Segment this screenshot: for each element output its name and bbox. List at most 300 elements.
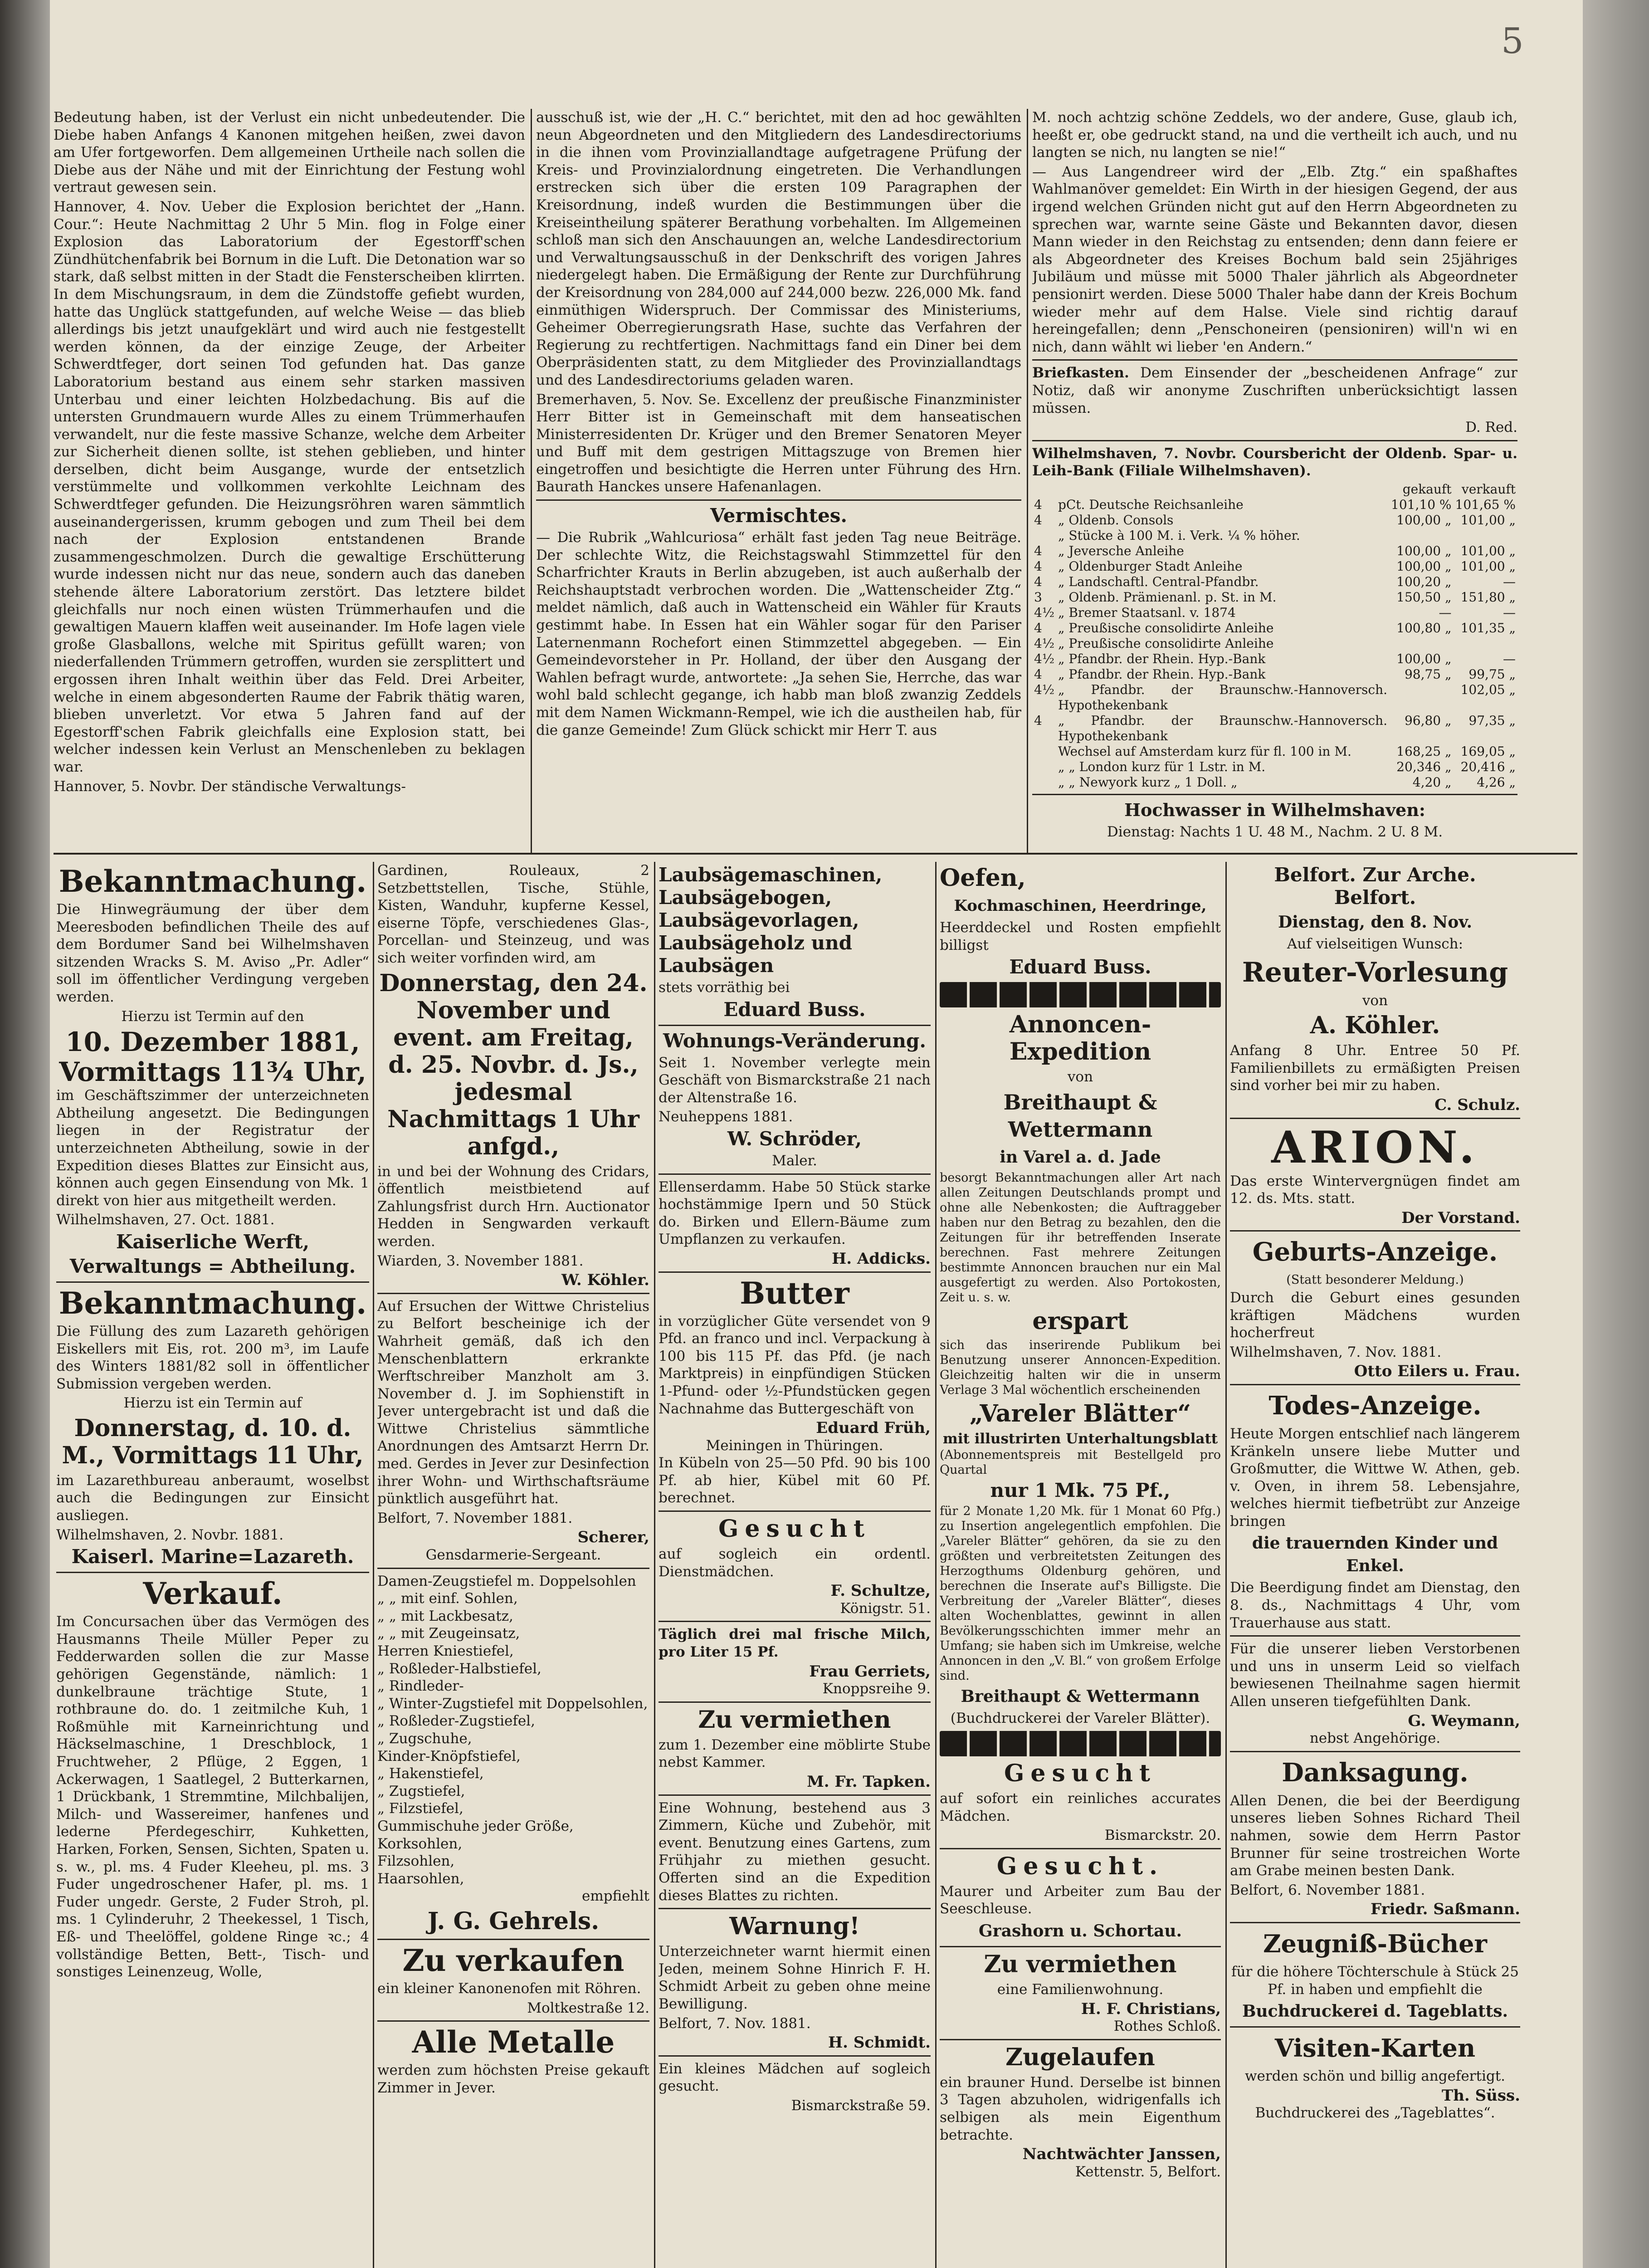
ad-text: Heute Morgen entschlief nach längerem Kränkeln unsere liebe Mutter und Großmutter, die Wittwe W. Athen, geb. v. Oven, in ihrem 58. Lebensjahre, welches hiermit tiefbetrübt zur Anzeige bringen bbox=[1230, 1425, 1520, 1530]
ad-signature: Breithaupt & Wettermann bbox=[961, 1687, 1200, 1706]
divider bbox=[377, 1568, 649, 1569]
ad-subheading: Kochmaschinen, Heerdringe, bbox=[954, 897, 1207, 915]
ad-text: in und bei der Wohnung des Cridars, öffentlich meistbietend auf Zahlungsfrist durch Hrn. Auctionator Hedden in Sengwarden verkauft werden. bbox=[377, 1163, 649, 1250]
ad-text: Die Füllung des zum Lazareth gehörigen Eiskellers mit Eis, rot. 200 m³, im Laufe des Winters 1881/82 soll in öffentlicher Submission vergeben werden. bbox=[56, 1323, 369, 1392]
ad-text: Eine Wohnung, bestehend aus 3 Zimmern, Küche und Zubehör, mit event. Benutzung eines Gartens, zum Frühjahr zu miethen gesucht. Offerten sind an die Expedition dieses Blattes zu richten. bbox=[659, 1799, 931, 1904]
ad-heading: Annoncen-Expedition bbox=[1009, 1011, 1151, 1066]
news-paragraph: Bedeutung haben, ist der Verlust ein nicht unbedeutender. Die Diebe haben Anfangs 4 Kanonen mitgehen heißen, zwei davon am Ufer fortgeworfen. Dem allgemeinen Urtheile nach sollen die Diebe aus der Nähe und mit der Einrichtung der Festung wohl vertraut gewesen sein. bbox=[54, 109, 525, 196]
ad-text: Heerddeckel und Rosten empfiehlt billigst bbox=[940, 919, 1221, 953]
ad-heading: Bekanntmachung. bbox=[59, 1285, 367, 1321]
ad-text: Auf Ersuchen der Wittwe Christelius zu Belfort bescheinige ich der Wahrheit gemäß, daß ich den Menschenblattern erkrankte Werftschreiber Manzholt am 3. November d. J. im Sophienstift in Jever untergebracht ist und daß die Wittwe Christelius sämmtliche Anordnungen des Amtsarzt Herrn Dr. med. Gerdes in Jever zur Desinfection ihrer Wohn- und Wirthschaftsräume pünktlich ausgeführt hat. bbox=[377, 1298, 649, 1507]
divider bbox=[56, 1572, 369, 1573]
ad-place: in Varel a. d. Jade bbox=[1000, 1147, 1161, 1167]
ad-signature: G. Weymann, bbox=[1408, 1711, 1520, 1730]
ad-signature: H. Schmidt. bbox=[828, 2033, 931, 2052]
hochwasser-heading: Hochwasser in Wilhelmshaven: bbox=[1124, 799, 1425, 820]
list-item: „ „ mit Lackbesatz, bbox=[377, 1608, 513, 1624]
table-header-row bbox=[1032, 482, 1517, 497]
ad-text: In Kübeln von 25—50 Pfd. 90 bis 100 Pf. ab hier, Kübel mit 60 Pf. berechnet. bbox=[659, 1455, 931, 1506]
list-item: Filzsohlen, bbox=[377, 1853, 455, 1870]
divider bbox=[659, 1025, 931, 1026]
ad-signature-title: Buchdruckerei des „Tageblattes“. bbox=[1255, 2105, 1495, 2121]
ad-date: Wilhelmshaven, 7. Nov. 1881. bbox=[1230, 1344, 1442, 1360]
ad-text: für 2 Monate 1,20 Mk. für 1 Monat 60 Pfg.) zu Insertion angelegentlich empfohlen. Die „Vareler Blätter“ gehören, da sie zu den größten und verbreitetsten Zeitungen des Herzogthums Oldenburg gehören, und berechnen die Inserate auf's Billigste. Die Verbreitung der „Vareler Blätter“, dieses alten Wochenblattes, gewinnt in allen Bevölkerungsschichten immer mehr an Umfang; sie haben sich im Umkreise, welche Annoncen in den „V. Bl.“ von großem Erfolge sind. bbox=[940, 1504, 1221, 1683]
divider bbox=[659, 1271, 931, 1273]
table-cell: — bbox=[1503, 574, 1516, 589]
briefkasten bbox=[1032, 364, 1517, 417]
ad-signature: Eduard Buss. bbox=[1009, 956, 1151, 978]
table-cell: „ Pfandbr. der Braunschw.-Hannoversch. Hypothekenbank bbox=[1058, 682, 1388, 713]
ad-address: Königstr. 51. bbox=[840, 1600, 931, 1617]
ad-name: A. Köhler. bbox=[1310, 1012, 1440, 1040]
divider bbox=[1230, 1384, 1520, 1385]
divider bbox=[1230, 1635, 1520, 1637]
news-paragraph: — Aus Langendreer wird der „Elb. Ztg.“ ein spaßhaftes Wahlmanöver gemeldet: Ein Wirth in der hiesigen Gegend, der aus irgend welchen Gründen nicht gut auf den Herrn Abgeordneten zu sprechen war, warnte seine Gäste und Bekannten davor, diesen Mann wieder in den Reichstag zu entsenden; denn dann feiere er als Abgeordneter des Kreises Bochum bald sein 25jähriges Jubiläum und müsse mit 5000 Thaler jährlich als Abgeordneter pensionirt werden. Diese 5000 Thaler habe dann der Kreis Bochum wieder mehr auf dem Halse. Viele sind richtig darauf hereingefallen; denn „Penschoneiren (pensioniren) will'n wi en nich, dann wählt wi lieber 'en Andern.“ bbox=[1032, 163, 1517, 355]
ad-text: werden schön und billig angefertigt. bbox=[1244, 2068, 1506, 2085]
table-cell: 169,05 „ bbox=[1460, 743, 1516, 759]
table-cell: — bbox=[1503, 605, 1516, 620]
table-cell: 100,00 „ bbox=[1396, 558, 1452, 574]
table-row bbox=[1032, 775, 1517, 790]
news-column-2 bbox=[536, 109, 1021, 853]
ad-signature: Grashorn u. Schortau. bbox=[978, 1921, 1182, 1941]
ad-text: empfiehlt bbox=[582, 1888, 649, 1905]
ad-text: eine Familienwohnung. bbox=[997, 1981, 1164, 1998]
ad-text: auf sofort ein reinliches accurates Mädchen. bbox=[940, 1790, 1221, 1824]
news-column-3 bbox=[1032, 109, 1517, 853]
ad-date: Wilhelmshaven, 27. Oct. 1881. bbox=[56, 1212, 275, 1228]
ad-date: Belfort, 7. November 1881. bbox=[377, 1510, 573, 1526]
ad-text: im Geschäftszimmer der unterzeichneten Abtheilung angesetzt. Die Bedingungen liegen in der Registratur der unterzeichneten Abtheilung, sowie in der Expedition dieses Blattes zur Einsicht aus, können auch gegen Einsendung von Mk. 1 direkt von hier aus mitgetheilt werden. bbox=[56, 1087, 369, 1209]
column-divider bbox=[1027, 109, 1028, 853]
list-item: „ Rindleder- bbox=[377, 1678, 464, 1695]
list-item: Haarsohlen, bbox=[377, 1870, 464, 1887]
ad-text: auf sogleich ein ordentl. Dienstmädchen. bbox=[659, 1546, 931, 1580]
ad-text: Im Concursachen über das Vermögen des Hausmanns Theile Müller Peper zu Fedderwarden sollen die zur Masse gehörigen Gegenstände, nämlich: 1 dunkelbraune trächtige Stute, 1 rothbraune do. do. 1 zeitmilche Kuh, 1 Roßmühle mit Karneinrichtung und Häckselmaschine, 1 Dreschblock, 1 Fruchtweher, 2 Pflüge, 2 Eggen, 1 Ackerwagen, 1 Saatlegel, 2 Butterkarnen, 1 Drückbank, 1 Stremmtine, Milchbalijen, Milch- und Wassereimer, hanfenes und lederne Pferdegeschirr, Kuhketten, Harken, Forken, Sensen, Sichten, Spaten u. s. w., pl. ms. 4 Fuder Kleeheu, pl. ms. 3 Fuder ungedroschener Hafer, pl. ms. 1 Fuder ungedr. Gerste, 2 Fuder Stroh, pl. ms. 1 Cylinderuhr, 2 Theekessel, 1 Tisch, Eß- und Theelöffel, goldene Ringe ꝛc.; 4 vollständige Betten, Bett-, Tisch- und sonstiges Leinenzeug, Wolle, bbox=[56, 1613, 369, 1980]
ad-text: in vorzüglicher Güte versendet von 9 Pfd. an franco und incl. Verpackung à 100 bis 115 Pf. das Pfd. (je nach Marktpreis) in einpfündigen Stücken 1-Pfund- oder ½-Pfundstücken gegen Nachnahme das Buttergeschäft von bbox=[659, 1313, 931, 1417]
ad-price: nur 1 Mk. 75 Pf., bbox=[990, 1479, 1171, 1502]
list-item: „ Winter-Zugstiefel mit Doppelsohlen, bbox=[377, 1695, 648, 1712]
table-cell: pCt. Deutsche Reichsanleihe bbox=[1058, 497, 1244, 512]
ad-signature: Nachtwächter Janssen, bbox=[1022, 2145, 1221, 2164]
ad-heading: Zu vermiethen bbox=[984, 1950, 1177, 1978]
ad-heading: Todes-Anzeige. bbox=[1268, 1390, 1482, 1421]
ad-text: Die Beerdigung findet am Dienstag, den 8. ds., Nachmittags 4 Uhr, vom Trauerhause aus statt. bbox=[1230, 1579, 1520, 1631]
table-row bbox=[1032, 759, 1517, 775]
decorative-border bbox=[940, 1731, 1221, 1756]
list-item: „ Filzstiefel, bbox=[377, 1800, 463, 1817]
ad-heading: Alle Metalle bbox=[412, 2024, 615, 2060]
ad-emphasis: erspart bbox=[1032, 1307, 1128, 1335]
ad-text: ein kleiner Kanonenofen mit Röhren. bbox=[377, 1980, 641, 1997]
ad-signature: Eduard Früh, bbox=[816, 1419, 931, 1437]
ad-text: Anfang 8 Uhr. Entree 50 Pf. Familienbillets zu ermäßigten Preisen sind vorher bei mir zu haben. bbox=[1230, 1042, 1520, 1094]
ad-text: Unterzeichneter warnt hiermit einen Jeden, meinem Sohne Hinrich F. H. Schmidt Arbeit zu geben ohne meine Bewilligung. bbox=[659, 1943, 931, 2012]
news-paragraph: Hannover, 5. Novbr. Der ständische Verwaltungs- bbox=[54, 778, 406, 795]
list-item: Damen-Zeugstiefel m. Doppelsohlen bbox=[377, 1573, 636, 1589]
list-item: „ „ mit einf. Sohlen, bbox=[377, 1590, 518, 1607]
table-cell: „ Oldenb. Prämienanl. p. St. in M. bbox=[1058, 589, 1277, 605]
table-row bbox=[1032, 513, 1517, 528]
ad-text: im Lazarethbureau anberaumt, woselbst auch die Bedingungen zur Einsicht ausliegen. bbox=[56, 1472, 369, 1524]
section-divider bbox=[54, 853, 1577, 855]
ad-date: Neuheppens 1881. bbox=[659, 1109, 793, 1125]
ad-signature-title: Maler. bbox=[772, 1152, 817, 1169]
ad-text: werden zum höchsten Preise gekauft Zimmer in Jever. bbox=[377, 2062, 649, 2096]
table-cell: 100,00 „ bbox=[1396, 543, 1452, 558]
divider bbox=[1230, 1118, 1520, 1119]
ad-heading: Zeugniß-Bücher bbox=[1263, 1929, 1487, 1958]
ad-heading: Gesucht bbox=[718, 1515, 871, 1543]
ad-column-d bbox=[940, 862, 1221, 2268]
ad-text: besorgt Bekanntmachungen aller Art nach allen Zeitungen Deutschlands prompt und ohne alle Nebenkosten; die Auftraggeber haben nur den Betrag zu bezahlen, den die Zeitungen für ihr betreffenden Inserate berechnen. Fast mehrere Zeitungen bestimmte Annoncen brauchen nur ein Mal ausgefertigt zu werden. Also Portokosten, Zeit u. s. w. bbox=[940, 1170, 1221, 1305]
table-cell: 4 bbox=[1034, 512, 1042, 528]
ad-date: Belfort, 6. November 1881. bbox=[1230, 1882, 1425, 1898]
table-cell: „ „ London kurz für 1 Lstr. in M. bbox=[1058, 759, 1266, 774]
table-row bbox=[1032, 574, 1517, 590]
table-cell: „ Oldenburger Stadt Anleihe bbox=[1058, 558, 1243, 574]
table-cell: 96,80 „ bbox=[1404, 713, 1452, 728]
table-cell bbox=[1032, 528, 1056, 543]
ad-heading: Verkauf. bbox=[143, 1576, 283, 1612]
table-row bbox=[1032, 667, 1517, 682]
ad-signature: C. Schulz. bbox=[1434, 1095, 1520, 1114]
table-row bbox=[1032, 636, 1517, 651]
ad-text: Ellenserdamm. Habe 50 Stück starke hochstämmige Ipern und 50 Stück do. Birken und Ellern-Bäume zum Umpflanzen zu verkaufen. bbox=[659, 1178, 931, 1248]
page-number: 5 bbox=[1501, 21, 1524, 62]
table-cell: 101,00 „ bbox=[1460, 512, 1516, 528]
ad-date-termin: Donnerstag, den 24. November und event. am Freitag, d. 25. Novbr. d. Js., jedesmal Nachmittags 1 Uhr anfgd., bbox=[379, 969, 648, 1160]
ad-date: Belfort, 7. Nov. 1881. bbox=[659, 2015, 811, 2032]
kurs-table bbox=[1032, 482, 1517, 790]
ad-text: für die höhere Töchterschule à Stück 25 Pf. in haben und empfiehlt die bbox=[1231, 1963, 1519, 1998]
table-header: verkauft bbox=[1461, 481, 1516, 497]
divider bbox=[377, 2020, 649, 2022]
ad-text: zum 1. Dezember eine möblirte Stube nebst Kammer. bbox=[659, 1736, 931, 1771]
ad-heading: Oefen, bbox=[940, 864, 1026, 892]
ad-signature: Otto Eilers u. Frau. bbox=[1354, 1362, 1520, 1381]
divider bbox=[940, 2039, 1221, 2040]
ad-address: Rothes Schloß. bbox=[1113, 2018, 1221, 2035]
ad-signature: Friedr. Saßmann. bbox=[1371, 1900, 1520, 1919]
table-cell: „ Stücke à 100 M. i. Verk. ¼ % höher. bbox=[1058, 528, 1300, 543]
divider bbox=[377, 1939, 649, 1940]
ad-signature: Verwaltungs = Abtheilung. bbox=[69, 1255, 356, 1277]
ad-date: Dienstag, den 8. Nov. bbox=[1278, 913, 1473, 932]
ad-address: Bismarckstr. 20. bbox=[1104, 1827, 1221, 1844]
table-cell: 101,10 % bbox=[1391, 497, 1452, 512]
ad-column-c bbox=[659, 862, 931, 2268]
table-cell: 101,35 „ bbox=[1460, 620, 1516, 635]
briefkasten-signature: D. Red. bbox=[1465, 419, 1517, 436]
ad-title: Reuter-Vorlesung bbox=[1242, 956, 1508, 988]
list-item: „ Zugschuhe, bbox=[377, 1730, 472, 1747]
table-cell: 3 bbox=[1034, 589, 1042, 605]
ad-signature: W. Schröder, bbox=[727, 1127, 862, 1150]
table-cell: 4 bbox=[1034, 558, 1042, 574]
ad-text: Täglich drei mal frische Milch, pro Liter 15 Pf. bbox=[659, 1626, 931, 1661]
ad-signature: Scherer, bbox=[577, 1528, 649, 1547]
ad-signature-title: nebst Angehörige. bbox=[1309, 1730, 1441, 1747]
table-cell: „ Bremer Staatsanl. v. 1874 bbox=[1058, 605, 1236, 620]
ad-text: Seit 1. November verlegte mein Geschäft von Bismarckstraße 21 nach der Altenstraße 16. bbox=[659, 1054, 931, 1106]
table-cell bbox=[1032, 775, 1056, 790]
table-cell: 100,80 „ bbox=[1396, 620, 1452, 635]
ad-signature: F. Schultze, bbox=[830, 1582, 931, 1600]
column-divider bbox=[654, 862, 655, 2268]
hochwasser-text: Dienstag: Nachts 1 U. 48 M., Nachm. 2 U. 8 M. bbox=[1107, 823, 1443, 840]
ad-text: Das erste Wintervergnügen findet am 12. ds. Mts. statt. bbox=[1230, 1173, 1520, 1207]
divider bbox=[1230, 1230, 1520, 1232]
section-heading: Vermischtes. bbox=[710, 504, 848, 527]
divider bbox=[1032, 794, 1517, 795]
ad-signature: die trauernden Kinder und Enkel. bbox=[1252, 1534, 1498, 1576]
list-item: Korksohlen, bbox=[377, 1835, 463, 1852]
ad-date: Wiarden, 3. November 1881. bbox=[377, 1252, 584, 1269]
table-cell: „ Pfandbr. der Braunschw.-Hannoversch. Hypothekenbank bbox=[1058, 713, 1388, 743]
divider bbox=[659, 1621, 931, 1622]
table-row bbox=[1032, 497, 1517, 513]
ad-text: sich das inserirende Publikum bei Benutzung unserer Annoncen-Expedition. Gleichzeitig halten wir die in unserm Verlage 3 Mal wöchentlich erscheinenden bbox=[940, 1338, 1221, 1397]
list-item: „ Zugstiefel, bbox=[377, 1783, 465, 1799]
divider bbox=[659, 1173, 931, 1175]
table-cell: „ Jeversche Anleihe bbox=[1058, 543, 1184, 558]
ad-signature-title: (Buchdruckerei der Vareler Blätter). bbox=[950, 1710, 1210, 1727]
divider bbox=[659, 1908, 931, 1909]
table-cell: 4,26 „ bbox=[1477, 774, 1516, 790]
ad-text: Für die unserer lieben Verstorbenen und uns in unserm Leid so vielfach bewiesenen Theilnahme sagen hiermit Allen unseren tiefgefühlten Dank. bbox=[1230, 1641, 1520, 1710]
ad-address: Knoppsreihe 9. bbox=[822, 1681, 931, 1697]
table-cell: 4,20 „ bbox=[1412, 774, 1452, 790]
table-cell: 168,25 „ bbox=[1396, 743, 1452, 759]
divider bbox=[1032, 359, 1517, 361]
table-cell: 99,75 „ bbox=[1468, 666, 1516, 682]
ad-text: ein brauner Hund. Derselbe ist binnen 3 Tagen abzuholen, widrigenfalls ich selbigen als mein Eigenthum betrachte. bbox=[940, 2074, 1221, 2143]
ad-date-termin: 10. Dezember 1881, Vormittags 11¾ Uhr, bbox=[59, 1026, 366, 1088]
ad-date: Wilhelmshaven, 2. Novbr. 1881. bbox=[56, 1526, 284, 1543]
table-row bbox=[1032, 651, 1517, 667]
ad-text: Die Hinwegräumung der über dem Meeresboden befindlichen Theile des auf dem Bordumer Sand bei Wilhelmshaven sitzenden Wracks S. M. Aviso „Pr. Adler“ soll im öffentlicher Verdingung vergeben werden. bbox=[56, 901, 369, 1005]
ad-heading: Visiten-Karten bbox=[1274, 2033, 1476, 2063]
news-paragraph: Hannover, 4. Nov. Ueber die Explosion berichtet der „Hann. Cour.“: Heute Nachmittag 2 Uhr 5 Min. flog in Folge einer Explosion das Laboratorium der Egestorff'schen Zündhütchenfabrik bei Bornum in die Luft. Die Detonation war so stark, daß selbst mitten in der Stadt die Fensterscheiben klirrten. In dem Mischungsraum, in dem die Zündstoffe gefiebt wurden, hatte das Unglück stattgefunden, auf welche Weise — das blieb allerdings bis jetzt unaufgeklärt und wird auch nie festgestellt werden können, da der einzige Zeuge, der Arbeiter Schwerdtfeger, dort seinen Tod gefunden hat. Das ganze Laboratorium bestand aus einem sehr starken massiven Unterbau und einer leichten Holzbedachung. Bis auf die untersten Grundmauern wurde Alles zu einem Trümmerhaufen verwandelt, nur die feste massive Schanze, welche dem Arbeiter zur Sicherheit dienen sollte, ist stehen geblieben, und hinter derselben, dicht beim Ausgange, wurde der entsetzlich verstümmelte und vollkommen verkohlte Leichnam des Schwerdtfeger gefunden. Die Heizungsröhren waren sämmtlich auseinandergerissen, krumm gebogen und zum Theil bei dem nach der Explosion entstandenen Brande zusammengeschmolzen. Durch die gewaltige Erschütterung wurde indessen nicht nur das neue, sondern auch das daneben stehende ältere Laboratorium zerstört. Das letztere bildet gleichfalls nur noch einen wüsten Trümmerhaufen und die gewaltigen Mauern klaffen weit auseinander. Im Hofe lagen viele große Glasballons, welche mit Spiritus gefüllt waren; von niederfallenden Trümmern getroffen, wurden sie zersplittert und ergossen ihren Inhalt weithin über das Feld. Drei Arbeiter, welche in einem abgesonderten Raume der Fabrik thätig waren, blieben unverletzt. Vor etwa 5 Jahren fand auf der Egestorff'schen Fabrik gleichfalls eine Explosion statt, bei welcher indessen kein Verlust an Menschenleben zu beklagen war. bbox=[54, 198, 525, 775]
table-cell: „ Preußische consolidirte Anleihe bbox=[1058, 635, 1274, 651]
table-cell: 150,50 „ bbox=[1396, 589, 1452, 605]
table-cell: 4 bbox=[1034, 574, 1042, 589]
ad-subheading: (Statt besonderer Meldung.) bbox=[1286, 1273, 1464, 1287]
table-cell: „ Landschaftl. Central-Pfandbr. bbox=[1058, 574, 1259, 589]
table-cell: 4 bbox=[1034, 543, 1042, 558]
divider bbox=[1032, 440, 1517, 441]
ad-text: Hierzu ist Termin auf den bbox=[121, 1008, 304, 1025]
column-divider bbox=[935, 862, 937, 2268]
table-cell: 20,346 „ bbox=[1396, 759, 1452, 774]
ad-newspaper-title: „Vareler Blätter“ bbox=[969, 1399, 1191, 1427]
ad-text: (Abonnementspreis mit Bestellgeld pro Quartal bbox=[940, 1448, 1221, 1477]
ad-heading: Gesucht bbox=[1004, 1759, 1157, 1787]
table-cell: 100,00 „ bbox=[1396, 651, 1452, 666]
ad-signature: Eduard Buss. bbox=[723, 998, 866, 1021]
ad-heading: Warnung! bbox=[729, 1912, 860, 1941]
ad-heading: Wohnungs-Veränderung. bbox=[663, 1029, 926, 1052]
table-cell: Wechsel auf Amsterdam kurz für fl. 100 in M. bbox=[1058, 743, 1351, 759]
ad-signature: H. F. Christians, bbox=[1081, 1999, 1221, 2018]
table-cell bbox=[1032, 759, 1056, 775]
table-cell: „ Oldenb. Consols bbox=[1058, 512, 1174, 528]
ad-date-termin: Donnerstag, d. 10. d. M., Vormittags 11 Uhr, bbox=[62, 1414, 364, 1469]
ad-text: Gardinen, Rouleaux, 2 Setzbettstellen, Tische, Stühle, Kisten, Wanduhr, kupferne Kessel, eiserne Töpfe, verschiedenes Glas-, Porcellan- und Steinzeug, und was sich weiter vorfinden wird, am bbox=[377, 862, 649, 966]
ad-signature: H. Addicks. bbox=[832, 1249, 931, 1268]
table-cell: „ „ Newyork kurz „ 1 Doll. „ bbox=[1058, 774, 1238, 790]
ad-address: Kettenstr. 5, Belfort. bbox=[1075, 2163, 1221, 2180]
ad-heading: Zu vermiethen bbox=[698, 1706, 891, 1734]
ad-heading: ARION. bbox=[1271, 1121, 1479, 1173]
table-row bbox=[1032, 590, 1517, 605]
table-cell bbox=[1389, 636, 1453, 651]
table-cell: 4½ bbox=[1034, 635, 1054, 651]
ad-column-e bbox=[1230, 862, 1520, 2268]
table-cell: 97,35 „ bbox=[1468, 713, 1516, 728]
list-item: Herren Kniestiefel, bbox=[377, 1643, 514, 1659]
ad-address: Moltkestraße 12. bbox=[527, 1999, 649, 2016]
table-cell: 4 bbox=[1034, 666, 1042, 682]
ad-signature: Der Vorstand. bbox=[1401, 1208, 1520, 1227]
table-cell: 151,80 „ bbox=[1460, 589, 1516, 605]
list-item: Kinder-Knöpfstiefel, bbox=[377, 1748, 521, 1765]
divider bbox=[659, 1701, 931, 1703]
table-cell: 4½ bbox=[1034, 605, 1054, 620]
briefkasten-heading: Briefkasten. bbox=[1032, 365, 1129, 381]
divider bbox=[1230, 1751, 1520, 1752]
divider bbox=[659, 1510, 931, 1512]
divider bbox=[659, 2055, 931, 2057]
table-cell: 101,00 „ bbox=[1460, 543, 1516, 558]
news-paragraph: M. noch achtzig schöne Zeddels, wo der andere, Guse, glaub ich, heeßt er, obe gedruckt stand, na und die vertheilt ich auch, und nu langten se nich, nu langten se nie!“ bbox=[1032, 109, 1517, 161]
decorative-border bbox=[940, 982, 1221, 1007]
table-cell bbox=[1454, 528, 1517, 543]
ad-firm: Breithaupt & Wettermann bbox=[1003, 1090, 1157, 1142]
ad-signature: Kaiserl. Marine=Lazareth. bbox=[71, 1545, 354, 1568]
ad-heading: Gesucht. bbox=[996, 1852, 1164, 1880]
table-cell: 102,05 „ bbox=[1460, 682, 1516, 697]
table-cell: 101,00 „ bbox=[1460, 558, 1516, 574]
briefkasten-text: Dem Einsender der „bescheidenen Anfrage“ zur Notiz, daß wir anonyme Zuschriften unberücksichtigt lassen müssen. bbox=[1032, 365, 1517, 416]
table-cell: — bbox=[1503, 651, 1516, 666]
ad-signature: W. Köhler. bbox=[561, 1271, 649, 1290]
divider bbox=[659, 1794, 931, 1796]
list-item: „ Hakenstiefel, bbox=[377, 1765, 484, 1782]
table-row bbox=[1032, 528, 1517, 543]
column-divider bbox=[1225, 862, 1227, 2268]
ad-signature-title: Gensdarmerie-Sergeant. bbox=[425, 1547, 601, 1564]
ad-address: Bismarckstraße 59. bbox=[791, 2097, 931, 2114]
table-cell: 4½ bbox=[1034, 651, 1054, 666]
table-cell: 4 bbox=[1034, 620, 1042, 635]
ad-text: Ein kleines Mädchen auf sogleich gesucht. bbox=[659, 2060, 931, 2095]
table-cell bbox=[1389, 682, 1453, 713]
ad-heading: Zu verkaufen bbox=[402, 1942, 624, 1978]
table-cell bbox=[1454, 636, 1517, 651]
ad-heading: Geburts-Anzeige. bbox=[1252, 1237, 1498, 1267]
divider bbox=[377, 1293, 649, 1294]
column-divider bbox=[531, 109, 532, 853]
ad-heading: Zugelaufen bbox=[1005, 2043, 1155, 2071]
news-paragraph: Bremerhaven, 5. Nov. Se. Excellenz der preußische Finanzminister Herr Bitter ist in Gemeinschaft mit dem hanseatischen Ministerresidenten Dr. Krüger und den Bremer Senatoren Meyer und Buff mit dem gestrigen Mittagszuge von Bremen hier eingetroffen und besichtigte die Herren unter Führung des Hrn. Baurath Hanckes unsere Hafenanlagen. bbox=[536, 391, 1021, 495]
ad-signature: Frau Gerriets, bbox=[809, 1662, 931, 1681]
list-item: „ „ mit Zeugeinsatz, bbox=[377, 1625, 520, 1642]
divider bbox=[940, 1848, 1221, 1849]
ad-text: Auf vielseitigen Wunsch: bbox=[1287, 936, 1464, 952]
divider bbox=[1230, 1922, 1520, 1923]
table-cell: 101,65 % bbox=[1455, 497, 1516, 512]
ad-text: Maurer und Arbeiter zum Bau der Seeschleuse. bbox=[940, 1883, 1221, 1917]
table-cell: 20,416 „ bbox=[1460, 759, 1516, 774]
table-cell: „ Pfandbr. der Rhein. Hyp.-Bank bbox=[1058, 666, 1266, 682]
ad-place: Meiningen in Thüringen. bbox=[706, 1437, 883, 1454]
table-cell: „ Preußische consolidirte Anleihe bbox=[1058, 620, 1274, 635]
table-cell bbox=[1389, 528, 1453, 543]
ad-signature: M. Fr. Tapken. bbox=[807, 1773, 931, 1791]
table-cell: „ Pfandbr. der Rhein. Hyp.-Bank bbox=[1058, 651, 1266, 666]
table-cell: 100,00 „ bbox=[1396, 512, 1452, 528]
divider bbox=[940, 1946, 1221, 1947]
page-edge bbox=[1583, 0, 1649, 2268]
divider bbox=[56, 1281, 369, 1283]
news-paragraph: — Die Rubrik „Wahlcuriosa“ erhält fast jeden Tag neue Beiträge. Der schlechte Witz, die Reichstagswahl Stimmzettel für den Scharfrichter Krauts in Berlin abzugeben, ist auch außerhalb der Reichshauptstadt verbrochen worden. Die „Wattenscheider Ztg.“ meldet nämlich, daß auch in Wattenscheid ein Wähler für Krauts gestimmt habe. In Essen hat ein Wähler sogar für den Pariser Laternenmann Rochefort einen Stimmzettel abgegeben. — Ein Gemeindevorsteher in Pr. Holland, der über den Ausgang der Wahlen befragt wurde, antwortete: „Ja sehen Sie, Herrche, das war wohl bald schlecht gegange, ich habb man bloß zwanzig Zeddels mit dem Namen Wickmann-Rempel, wie ich die austheilen hab, für die ganze Gemeinde! Zum Glück schickt mir Herr T. aus bbox=[536, 529, 1021, 738]
ad-text: Durch die Geburt eines gesunden kräftigen Mädchens wurden hocherfreut bbox=[1230, 1289, 1520, 1341]
list-item: Gummischuhe jeder Größe, bbox=[377, 1818, 574, 1834]
table-row bbox=[1032, 559, 1517, 574]
ad-signature: J. G. Gehrels. bbox=[427, 1907, 600, 1935]
table-header: gekauft bbox=[1402, 481, 1452, 497]
divider bbox=[1230, 2026, 1520, 2028]
table-cell: 4 bbox=[1034, 497, 1042, 512]
ad-signature: Buchdruckerei d. Tageblatts. bbox=[1242, 2002, 1508, 2021]
ad-column-b bbox=[377, 862, 649, 2268]
table-cell: 98,75 „ bbox=[1404, 666, 1452, 682]
ad-heading: Butter bbox=[740, 1275, 849, 1311]
book-spine bbox=[0, 0, 50, 2268]
table-row bbox=[1032, 682, 1517, 713]
news-column-1 bbox=[54, 109, 525, 853]
ad-signature: Th. Süss. bbox=[1441, 2086, 1520, 2105]
ad-column-a bbox=[56, 862, 369, 2268]
table-cell: 4 bbox=[1034, 713, 1042, 728]
column-divider bbox=[373, 862, 374, 2268]
ad-heading: Laubsägemaschinen, Laubsägebogen, Laubsägevorlagen, Laubsägeholz und Laubsägen bbox=[659, 864, 883, 977]
shoe-list bbox=[377, 1573, 649, 1888]
table-row bbox=[1032, 605, 1517, 621]
table-cell: — bbox=[1439, 605, 1452, 620]
ad-text: Hierzu ist ein Termin auf bbox=[123, 1395, 302, 1412]
ad-heading: Danksagung. bbox=[1282, 1757, 1468, 1788]
table-cell bbox=[1032, 744, 1056, 759]
ad-text: mit illustrirten Unterhaltungsblatt bbox=[942, 1430, 1218, 1447]
ad-text: Allen Denen, die bei der Beerdigung unseres lieben Sohnes Richard Theil nahmen, sowie dem Herrn Pastor Brunner für seine trostreichen Worte am Grabe meinen besten Dank. bbox=[1230, 1792, 1520, 1879]
newspaper-page bbox=[50, 0, 1583, 2268]
table-row bbox=[1032, 621, 1517, 636]
table-cell: 4½ bbox=[1034, 682, 1054, 697]
list-item: „ Roßleder-Halbstiefel, bbox=[377, 1660, 542, 1677]
list-item: „ Roßleder-Zugstiefel, bbox=[377, 1713, 535, 1730]
ad-text: von bbox=[1362, 992, 1388, 1009]
news-paragraph: ausschuß ist, wie der „H. C.“ berichtet, mit den ad hoc gewählten neun Abgeordneten und den Mitgliedern des Landesdirectoriums in die ihnen vom Provinziallandtage aufgetragene Prüfung der Kreis- und Provinzialordnung eingetreten. Die Verhandlungen erstrecken sich über die ersten 109 Paragraphen der Kreisordnung, indeß wurden die Bestimmungen über die Kreiseintheilung späterer Berathung vorbehalten. Im Allgemeinen schloß man sich den Anschauungen an, welche Landesdirectorium und Verwaltungsausschuß in der Denkschrift des vorigen Jahres niedergelegt haben. Die Ermäßigung der Rente zur Durchführung der Kreisordnung von 284,000 auf 244,000 bezw. 226,000 Mk. fand einmüthigen Widerspruch. Der Commissar des Ministeriums, Geheimer Oberregierungsrath Hase, suchte das Verfahren der Regierung zu rechtfertigen. Nachmittags fand ein Diner bei dem Oberpräsidenten statt, zu dem Mitglieder des Provinziallandtags und des Landesdirectoriums geladen waren. bbox=[536, 109, 1021, 388]
ad-signature: Kaiserliche Werft, bbox=[116, 1230, 310, 1253]
table-row bbox=[1032, 713, 1517, 744]
table-row bbox=[1032, 543, 1517, 559]
kurs-heading: Wilhelmshaven, 7. Novbr. Coursbericht der Oldenb. Spar- u. Leih-Bank (Filiale Wilhelmshaven). bbox=[1032, 445, 1517, 479]
kurs-rows bbox=[1032, 497, 1517, 790]
ad-text: stets vorräthig bei bbox=[659, 979, 790, 996]
